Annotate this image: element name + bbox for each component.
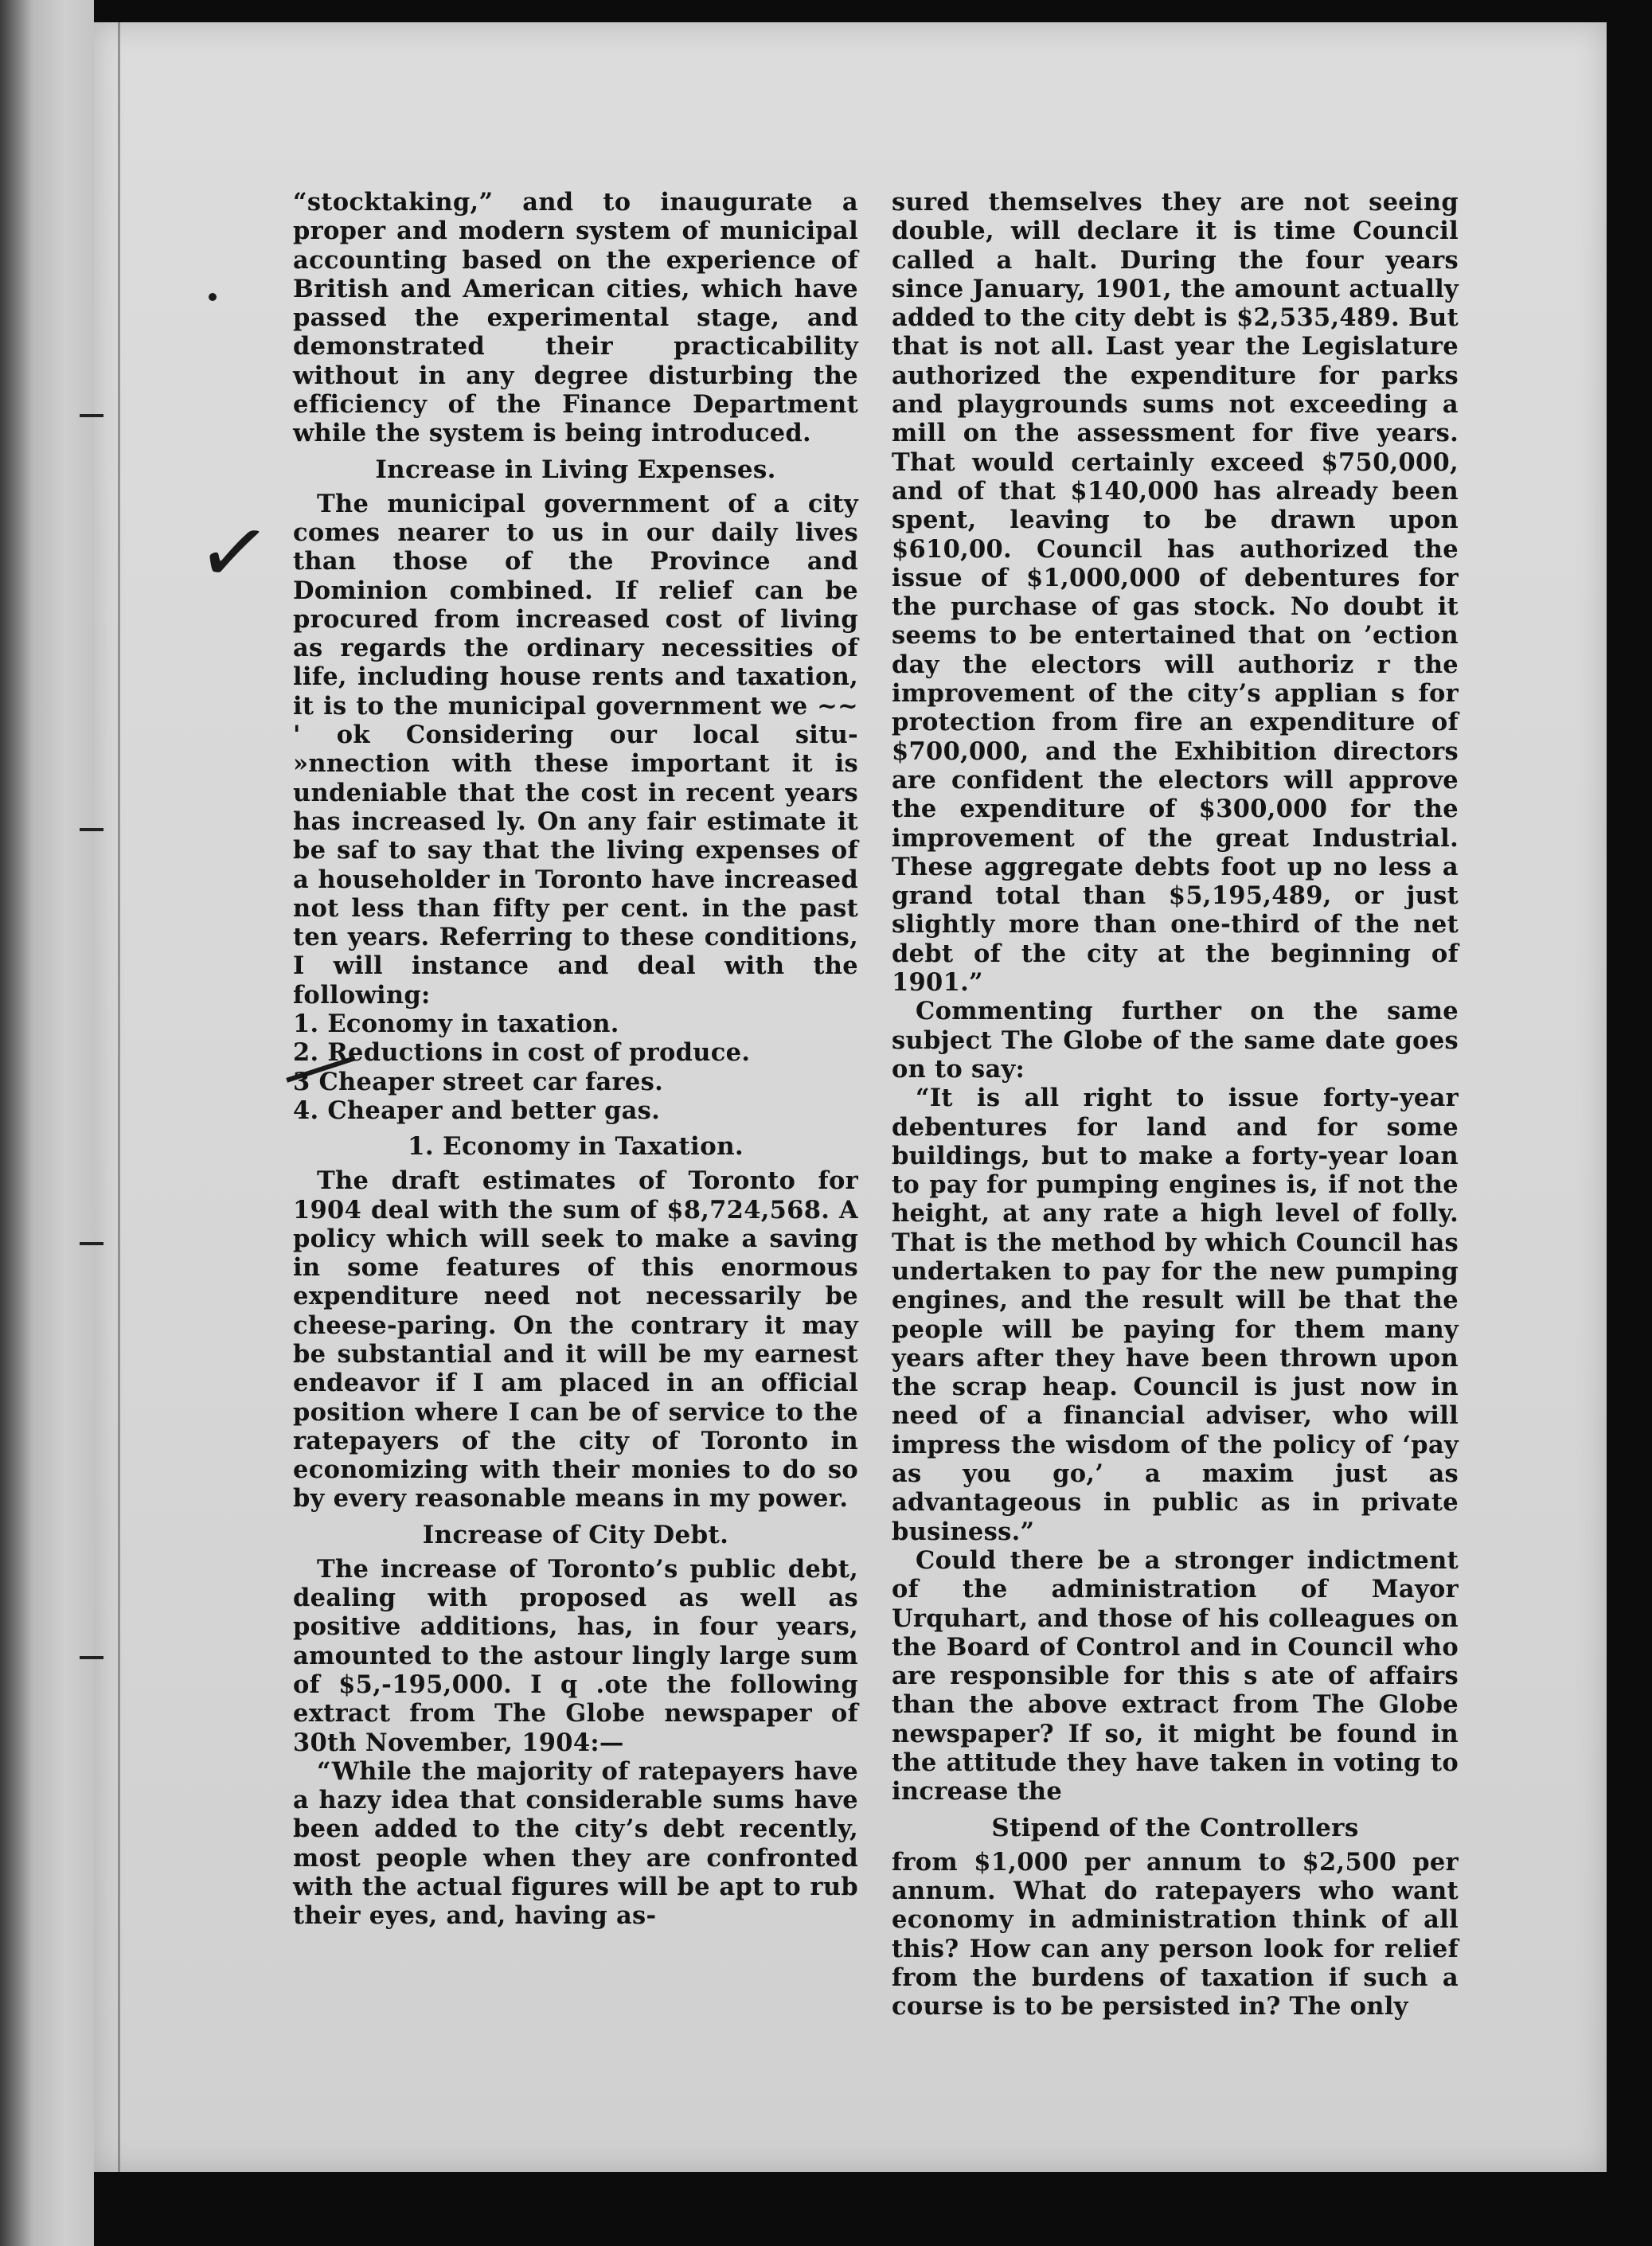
margin-tick xyxy=(80,828,103,831)
section-heading: Increase in Living Expenses. xyxy=(375,455,776,484)
binding-edge xyxy=(0,0,94,2246)
fold-line xyxy=(118,22,120,2172)
margin-tick xyxy=(80,414,103,417)
paragraph: Commenting further on the same subject The Globe of the same date goes on to say: xyxy=(892,997,1459,1084)
section-heading: Stipend of the Controllers xyxy=(991,1813,1359,1842)
margin-tick xyxy=(80,1242,103,1245)
section-heading: Increase of City Debt. xyxy=(422,1520,729,1549)
paragraph: Could there be a stronger indictment of the administration of Mayor Urquhart, and those of his colleagues on the Board of Control and in Council who are responsible for this s ate of affairs than the above extract from The Globe newspaper? If so, it might be found in the attitude they have taken in voting to increase the xyxy=(892,1545,1459,1807)
list-item: 2. Reductions in cost of produce. xyxy=(293,1038,751,1068)
list-item: 3 Cheaper street car fares. xyxy=(293,1067,663,1096)
list-item: 1. Economy in taxation. xyxy=(293,1010,619,1039)
list-item: 4. Cheaper and better gas. xyxy=(293,1096,661,1125)
paragraph: “stocktaking,” and to inaugurate a proper and modern system of municipal accounting based on the experience of British and American cities, which have passed the experimental stage, and demonstrated their practicability without in any degree disturbing the efficiency of the Finance Department while the system is being introduced. xyxy=(293,188,858,448)
paragraph: sured themselves they are not seeing double, will declare it is time Council called a halt. During the four years since January, 1901, the amount actually added to the city debt is $2,535,489. But that is not all. Last year the Legislature authorized the expenditure for parks and playgrounds sums not exceeding a mill on the assessment for five years. That would certainly exceed $750,000, and of that $140,000 has already been spent, leaving to be drawn upon $610,00. Council has authorized the issue of $1,000,000 of debentures for the purchase of gas stock. No doubt it seems to be entertained that on ’ection day the electors will authoriz r the improvement of the city’s applian s for protection from fire an expenditure of $700,000, and the Exhibition directors are confident the electors will approve the expenditure of $300,000 for the improvement of the great Industrial. These aggregate debts foot up no less a grand total than $5,195,489, or just slightly more than one-third of the net debt of the city at the beginning of 1901.” xyxy=(892,188,1459,998)
margin-tick xyxy=(80,1656,103,1659)
right-text-column xyxy=(892,188,1459,2021)
paragraph: The draft estimates of Toronto for 1904 deal with the sum of $8,724,568. A policy which will seek to make a saving in some features of this enormous expenditure need not necessarily be cheese-paring. On the contrary it may be substantial and it will be my earnest endeavor if I am placed in an official position where I can be of service to the ratepayers of the city of Toronto in economizing with their monies to do so by every reasonable means in my power. xyxy=(293,1166,858,1514)
numbered-list xyxy=(293,1010,858,1125)
paragraph: The increase of Toronto’s public debt, dealing with proposed as well as positive additions, has, in four years, amounted to the astour lingly large sum of $5,-195,000. I q .ote the following extract from The Globe newspaper of 30th November, 1904:— xyxy=(293,1554,858,1757)
checkmark-icon: ✓ xyxy=(190,497,278,608)
paragraph: from $1,000 per annum to $2,500 per annum. What do ratepayers who want economy in administration think of all this? How can any person look for relief from the burdens of taxation if such a course is to be persisted in? The only xyxy=(892,1847,1459,2021)
paragraph: The municipal government of a city comes nearer to us in our daily lives than those of the Province and Dominion combined. If relief can be procured from increased cost of living as regards the ordinary necessities of life, including house rents and taxation, it is to the municipal government we ~~ ' ok Considering our local situ- »nnection with these important it is undeniable that the cost in recent years has increased ly. On any fair estimate it be saf to say that the living expenses of a householder in Toronto have increased not less than fifty per cent. in the past ten years. Referring to these conditions, I will instance and deal with the following: xyxy=(293,489,858,1010)
paragraph: “While the majority of ratepayers have a hazy idea that considerable sums have been added to the city’s debt recently, most people when they are confronted with the actual figures will be apt to rub their eyes, and, having as- xyxy=(293,1756,858,1931)
paragraph: “It is all right to issue forty-year debentures for land and for some buildings, but to make a forty-year loan to pay for pumping engines is, if not the height, at any rate a high level of folly. That is the method by which Council has undertaken to pay for the new pumping engines, and the result will be that the people will be paying for them many years after they have been thrown upon the scrap heap. Council is just now in need of a financial adviser, who will impress the wisdom of the policy of ‘pay as you go,’ a maxim just as advantageous in public as in private business.” xyxy=(892,1084,1459,1546)
ink-dot-mark xyxy=(209,293,217,301)
section-heading: 1. Economy in Taxation. xyxy=(407,1132,744,1162)
left-text-column xyxy=(293,188,858,1931)
